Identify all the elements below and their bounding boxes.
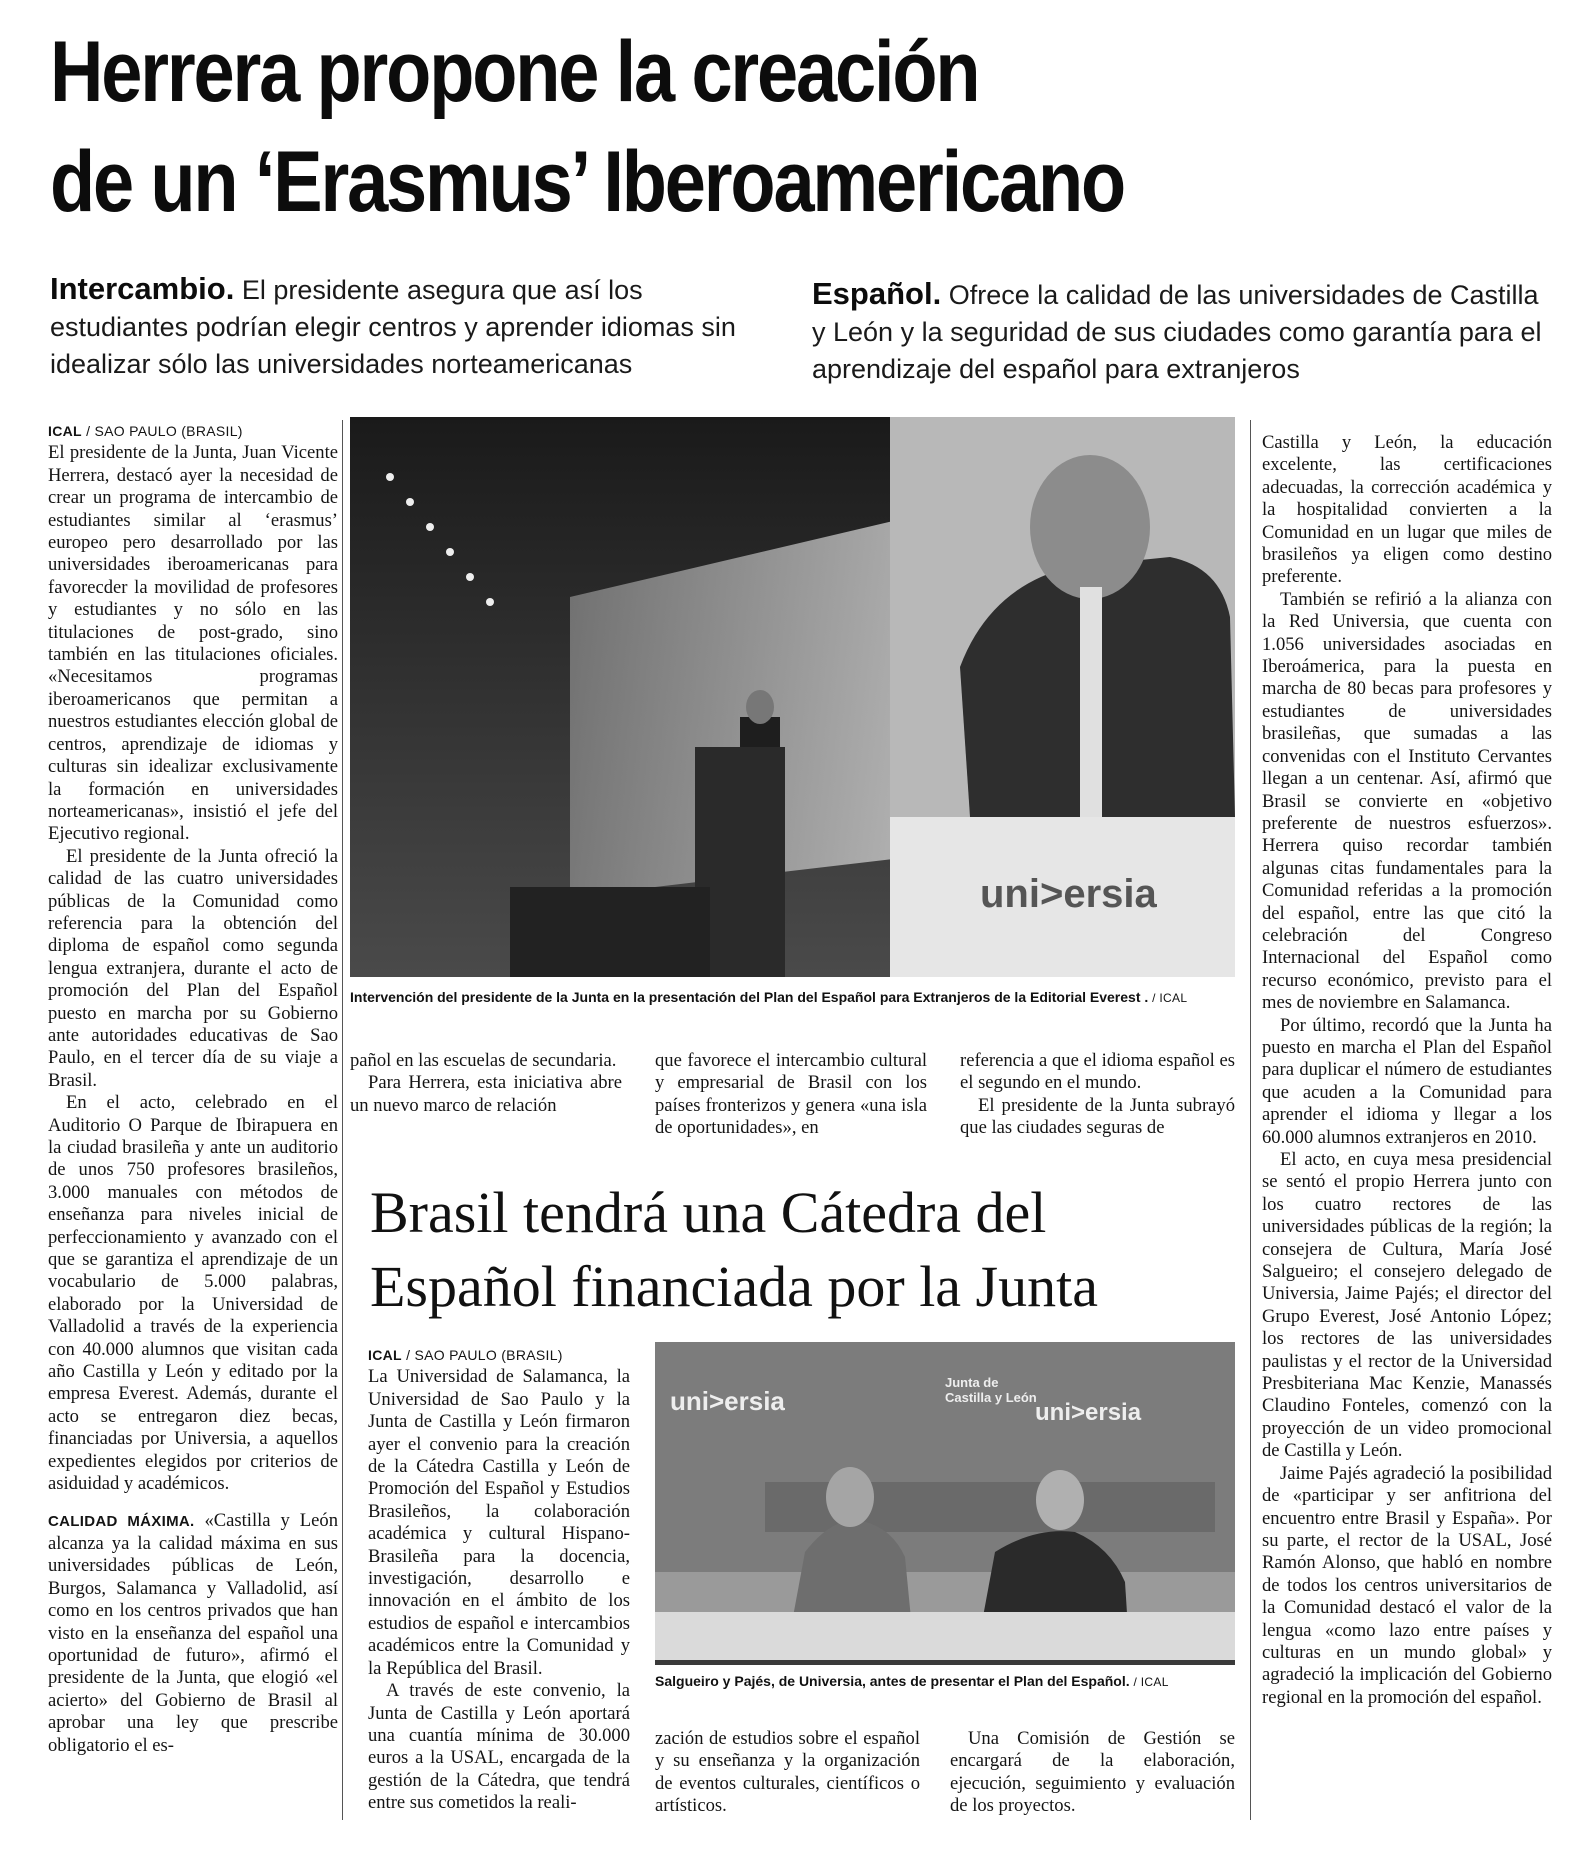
main-column-1 [48, 420, 338, 1757]
deck-left-lead: Intercambio. [50, 271, 235, 306]
photo2-junta-logo-line-1: Junta de [945, 1375, 999, 1390]
paragraph-text: «Castilla y León alcanza ya la calidad máxima en sus universidades públicas de León, Burgos, Salamanca y Valladolid, así como en los centros privados que han visto en la enseñanza del español una oportunidad de futuro», afirmó el presidente de la Junta, que elogió «el acierto» del Gobierno de Brasil al aprobar una ley que prescribe obligatorio el es- [48, 1509, 338, 1756]
strip-column-3 [960, 1050, 1235, 1140]
photo-salgueiro-pajes [655, 1342, 1235, 1665]
second-byline-agency: ICAL [368, 1347, 402, 1363]
paragraph: Por último, recordó que la Junta ha puesto en marcha el Plan del Español para duplicar el número de estudiantes que acuden a la Comunidad para aprender el idioma y llegar a los 60.000 alumnos extranjeros en 2010. [1262, 1014, 1552, 1148]
photo2-caption [655, 1672, 1169, 1691]
paragraph: El presidente de la Junta, Juan Vicente Herrera, destacó ayer la necesidad de crear un programa de intercambio de estudiantes similar al ‘erasmus’ europeo pero desarrollado por las universidades iberoamericanas para favorecder la movilidad de profesores y estudiantes y no sólo en las titulaciones de post-grado, sino también en las titulaciones oficiales. «Necesitamos programas iberoamericanos que permitan a nuestros estudiantes elección global de centros, aprendizaje de idiomas y culturas sin idealizar exclusivamente la formación en universidades norteamericanas», insistió el jefe del Ejecutivo regional. [48, 442, 338, 845]
column-rule [342, 420, 343, 1820]
strip-column-2 [655, 1050, 927, 1140]
photo1-caption-credit: / ICAL [1152, 991, 1188, 1005]
paragraph: El presidente de la Junta ofreció la calidad de las cuatro universidades públicas de la Comunidad como referencia para la obtención del diploma de español como segunda lengua extranjera, durante el acto de promoción del Plan del Español puesto en marcha por su Gobierno ante autoridades educativas de Sao Paulo, en el tercer día de su viaje a Brasil. [48, 845, 338, 1091]
deck-right-lead: Español. [812, 276, 942, 311]
paragraph: También se refirió a la alianza con la Red Universia, que cuenta con 1.056 universidades asociadas en Iberoámerica, para la puesta en marcha de 80 becas para profesores y estudiantes de universidades brasileñas, que sumadas a las convenidas con el Instituto Cervantes llegan a un centenar. Así, afirmó que Brasil se convierte en «objetivo preferente de nuestros esfuerzos». Herrera quiso recordar también algunas citas fundamentales para la Comunidad referidas a la promoción del español, entre las que citó la celebración del Congreso Internacional del Español como recurso económico, previsto para el mes de noviembre en Salamanca. [1262, 588, 1552, 1014]
photo1-caption [350, 988, 1187, 1007]
second-strip-column-2 [950, 1728, 1235, 1818]
paragraph: Una Comisión de Gestión se encargará de la elaboración, ejecución, seguimiento y evaluación de los proyectos. [950, 1728, 1235, 1817]
photo-herrera-graphic [350, 417, 1235, 977]
second-strip-column-1 [655, 1728, 920, 1818]
paragraph: Castilla y León, la educación excelente, las certificaciones adecuadas, la corrección académica y la hospitalidad convierten a la Comunidad en un lugar que miles de brasileños ya eligen como destino preferente. [1262, 432, 1552, 588]
paragraph: Jaime Pajés agradeció la posibilidad de «participar y ser anfitriona del encuentro entre Brasil y España». Por su parte, el rector de la USAL, José Ramón Alonso, que habló en nombre de todos los centros universitarios de la Comunidad destacó el valor de la lengua «como lazo entre países y culturas en un mundo global» y agradeció la implicación del Gobierno regional en la promoción del español. [1262, 1462, 1552, 1708]
photo2-caption-text: Salgueiro y Pajés, de Universia, antes de presentar el Plan del Español. [655, 1673, 1130, 1689]
photo2-universia-logo-2: uni>ersia [1035, 1399, 1142, 1426]
second-article-column [368, 1344, 630, 1815]
second-byline-place: / SAO PAULO (BRASIL) [406, 1347, 563, 1363]
second-headline-line-1: Brasil tendrá una Cátedra del [370, 1180, 1047, 1245]
paragraph: referencia a que el idioma español es el segundo en el mundo. [960, 1050, 1235, 1094]
headline-line-2: de un ‘Erasmus’ Iberoamericano [50, 134, 1125, 230]
photo2-universia-logo: uni>ersia [670, 1386, 785, 1416]
paragraph: El acto, en cuya mesa presidencial se sentó el propio Herrera junto con los cuatro rectores de las universidades públicas de la región; la consejera de Cultura, María José Salgueiro; el consejero delegado de Universia, Jaime Pajés; el director del Grupo Everest, José Antonio López; los rectores de las universidades paulistas y el rector de la Universidad Presbiteriana Mac Kenzie, Manassés Claudino Fonteles, comenzó con la proyección de un video promocional de Castilla y León. [1262, 1149, 1552, 1462]
photo-salgueiro-graphic [655, 1342, 1235, 1660]
byline-agency: ICAL [48, 423, 82, 439]
paragraph: pañol en las escuelas de secundaria. [350, 1050, 617, 1071]
photo1-universia-logo: uni>ersia [980, 872, 1157, 916]
paragraph: El presidente de la Junta subrayó que las ciudades seguras de [960, 1094, 1235, 1139]
second-headline-line-2: Español financiada por la Junta [370, 1254, 1098, 1319]
paragraph: zación de estudios sobre el español y su enseñanza y la organización de eventos culturales, científicos o artísticos. [655, 1728, 920, 1817]
paragraph-calidad [48, 1510, 338, 1757]
deck-right [812, 275, 1552, 388]
paragraph: La Universidad de Salamanca, la Universidad de Sao Paulo y la Junta de Castilla y León firmaron ayer el convenio para la creación de la Cátedra Castilla y León de Promoción del Español y Estudios Brasileños, la colaboración académica y cultural Hispano-Brasileña para la docencia, investigación, desarrollo e innovación en el ámbito de los estudios de español e intercambios académicos entre la Comunidad y la República del Brasil. [368, 1366, 630, 1679]
photo-herrera-speech [350, 417, 1235, 977]
paragraph: Para Herrera, esta iniciativa abre un nuevo marco de relación [350, 1072, 622, 1116]
deck-left [50, 270, 770, 383]
byline [48, 420, 338, 442]
main-column-4 [1262, 432, 1552, 1709]
paragraph: En el acto, celebrado en el Auditorio O Parque de Ibirapuera en la ciudad brasileña y ante un auditorio de unos 750 profesores brasileños, 3.000 manuales con métodos de enseñanza para niveles inicial de perfeccionamiento y avanzado con el que se garantiza el aprendizaje de un vocabulario de 5.000 palabras, elaborado por la Universidad de Valladolid a través de la experiencia con 40.000 alumnos que visitan cada año Castilla y León y editado por la empresa Everest. Además, durante el acto se entregaron diez becas, financiadas por Universia, a aquellos expedientes elegidos por criterios de asiduidad y académicos. [48, 1092, 338, 1495]
subhead-calidad: CALIDAD MÁXIMA. [48, 1512, 195, 1530]
headline-line-1: Herrera propone la creación [50, 24, 979, 120]
strip-column-1 [350, 1050, 622, 1117]
column-rule [1250, 420, 1251, 1820]
photo2-junta-logo-line-2: Castilla y León [945, 1390, 1037, 1405]
deck-right-text: Ofrece la calidad de las universidades de Castilla y León y la seguridad de sus ciudades como garantía para el aprendizaje del español para extranjeros [812, 280, 1542, 384]
byline-place: / SAO PAULO (BRASIL) [86, 423, 243, 439]
photo2-caption-credit: / ICAL [1133, 1675, 1169, 1689]
deck-left-text: El presidente asegura que así los estudiantes podrían elegir centros y aprender idiomas sin idealizar sólo las universidades norteamericanas [50, 275, 736, 379]
paragraph: que favorece el intercambio cultural y empresarial de Brasil con los países fronterizos y genera «una isla de oportunidades», en [655, 1050, 927, 1139]
second-byline [368, 1344, 630, 1366]
paragraph: A través de este convenio, la Junta de Castilla y León aportará una cuantía mínima de 30.000 euros a la USAL, encargada de la gestión de la Cátedra, que tendrá entre sus cometidos la reali- [368, 1680, 630, 1814]
photo1-caption-text: Intervención del presidente de la Junta en la presentación del Plan del Español para Extranjeros de la Editorial Everest . [350, 989, 1149, 1005]
